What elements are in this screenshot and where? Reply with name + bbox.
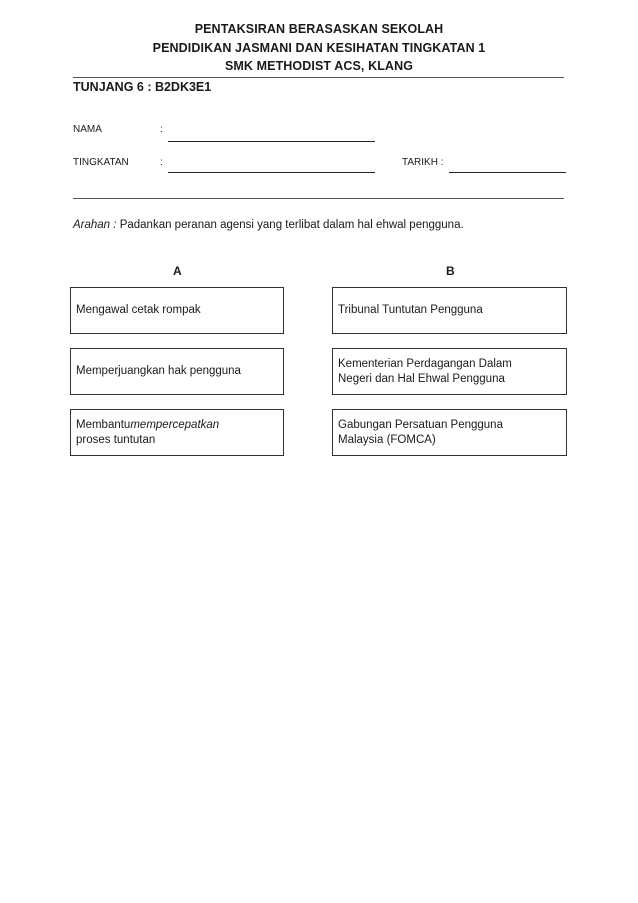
header-rule xyxy=(73,77,564,78)
column-a-item-text: Memperjuangkan hak pengguna xyxy=(76,365,241,377)
section-rule xyxy=(73,198,564,199)
column-a-item-text-rest: proses tuntutan xyxy=(76,434,156,446)
header-line-2: PENDIDIKAN JASMANI DAN KESIHATAN TINGKATAN 1 xyxy=(152,41,486,55)
nama-field[interactable] xyxy=(168,141,375,142)
column-a-item-text: Mengawal cetak rompak xyxy=(76,304,201,316)
tingkatan-colon: : xyxy=(160,157,163,168)
column-a-item[interactable] xyxy=(70,348,284,395)
nama-label: NAMA xyxy=(73,124,102,135)
tunjang-label: TUNJANG 6 : B2DK3E1 xyxy=(73,80,212,94)
column-b-heading: B xyxy=(446,264,455,278)
column-b-item-text-line1: Gabungan Persatuan Pengguna xyxy=(338,419,503,431)
instruction xyxy=(73,219,464,231)
column-a-heading: A xyxy=(173,264,182,278)
column-b-item-text-line2: Malaysia (FOMCA) xyxy=(338,434,436,446)
column-a-item[interactable] xyxy=(70,409,284,456)
column-a-item[interactable] xyxy=(70,287,284,334)
tingkatan-field[interactable] xyxy=(168,172,375,173)
column-b-item-text-line1: Kementerian Perdagangan Dalam xyxy=(338,358,512,370)
tarikh-label: TARIKH : xyxy=(402,157,444,168)
instruction-label: Arahan : xyxy=(73,219,117,231)
instruction-text: Padankan peranan agensi yang terlibat dalam hal ehwal pengguna. xyxy=(119,219,464,231)
header-line-3: SMK METHODIST ACS, KLANG xyxy=(224,59,414,73)
column-b-item[interactable] xyxy=(332,348,567,395)
tarikh-field[interactable] xyxy=(449,172,566,173)
column-a-item-text: Membantu xyxy=(76,419,131,431)
column-b-item[interactable] xyxy=(332,287,567,334)
column-a-item-italic: mempercepatkan xyxy=(130,419,220,431)
column-b-item-text-line2: Negeri dan Hal Ehwal Pengguna xyxy=(338,373,505,385)
nama-colon: : xyxy=(160,124,163,135)
header-line-1: PENTAKSIRAN BERASASKAN SEKOLAH xyxy=(194,22,444,36)
tingkatan-label: TINGKATAN xyxy=(73,157,129,168)
column-b-item[interactable] xyxy=(332,409,567,456)
column-b-item-text: Tribunal Tuntutan Pengguna xyxy=(338,304,483,316)
